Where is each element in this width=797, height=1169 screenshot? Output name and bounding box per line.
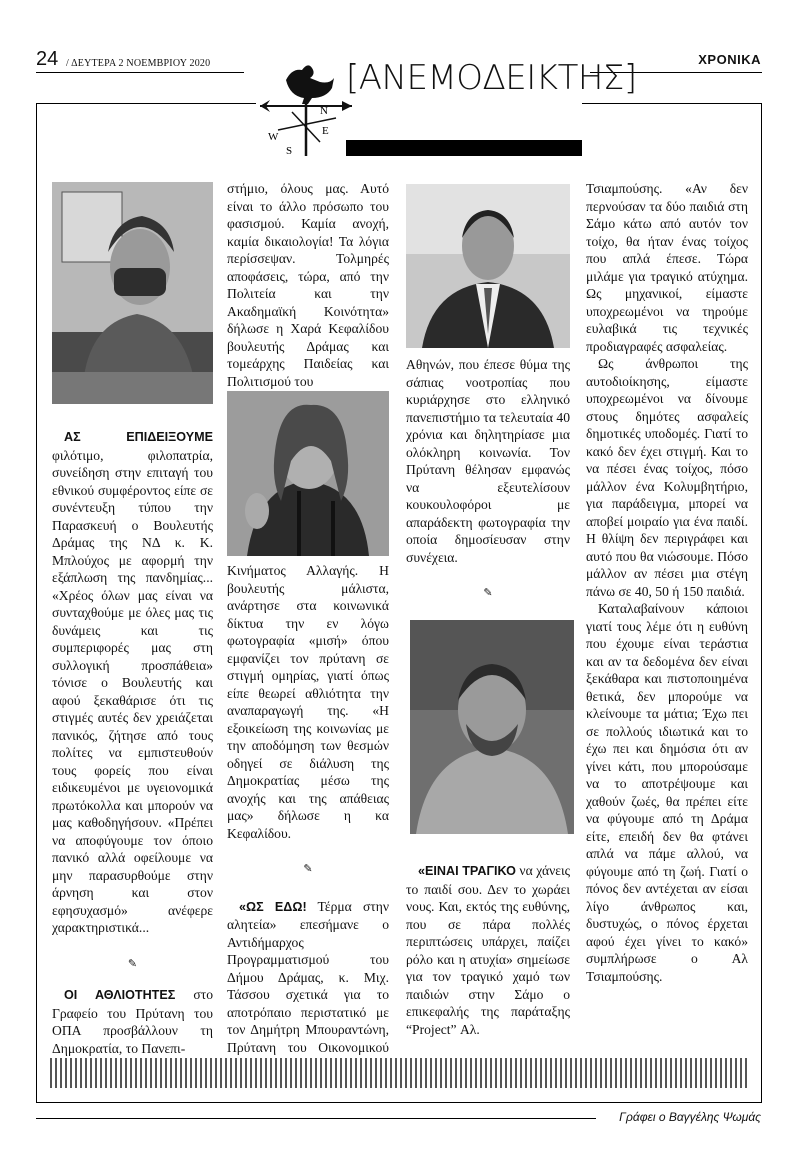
frame-top-rule-right <box>582 103 762 104</box>
separator-icon: ✎ <box>127 956 138 970</box>
separator-icon: ✎ <box>303 862 313 875</box>
photo-mp-mask <box>52 182 213 404</box>
byline: Γράφει ο Βαγγέλης Ψωμάς <box>619 1110 761 1124</box>
issue-date: / ΔΕΥΤΕΡΑ 2 ΝΟΕΜΒΡΙΟΥ 2020 <box>66 58 211 69</box>
col4-paragraph-1: Τσιαμπούσης. «Αν δεν περνούσαν τα δύο παιδιά στη Σάμο κάτω από αυτόν τον τοίχο, θα ήταν ένας τοίχος που απλά έπεσε. Τώρα μιλάμε για τραγικό ατύχημα. Ως μηχανικοί, είμαστε υποχρεωμένοι να τηρούμε ευλαβικά τις τεχνικές προδιαγραφές ασφαλείας. <box>586 181 748 354</box>
compass-e: E <box>322 125 329 137</box>
separator-icon: ✎ <box>483 586 493 599</box>
col2-paragraph-3: Τέρμα στην αλητεία» επεσήμανε ο Αντιδήμαρχος Προγραμματισμού του Δήμου Δράμας, κ. Μιχ. Τάσσου σχετικά για το αποτρόπαιο περιστατικό με τον Δημήτρη Μπουραντώνη, Πρύτανη του Οικονομικού <box>227 898 389 1055</box>
photo-mp-speaking <box>227 391 389 556</box>
column-2 <box>227 180 389 390</box>
col1-paragraph-1: φιλότιμο, φιλοπατρία, συνείδηση στην επιταγή του εθνικού συμφέροντος είπε σε συνέντευξη τύπου την Παρασκευή ο Βουλευτής Δράμας της ΝΔ κ. Κ. Μπλούχος με αφορμή την εξάπλωση της πανδημίας... «Χρέος όλων μας είναι να συνταχθούμε με όλες μας τις δυνάμεις και τις συμπεριφορές μας στη συλλογική προσπάθεια» τόνισε ο Βουλευτής και αφού ξεκαθάρισε ότι τις στιγμές αυτές δεν χρειάζεται πανικός, ζήτησε από τους πολίτες να εμπιστευθούν τους φορείς που είναι ειδικευμένοι με υγειονομικά πρωτόκολλα και μπορούν να μας καθοδηγήσουν. «Πρέπει να αποφύγουμε τον όποιο πανικό αλλά οφείλουμε να μην παρασυρθούμε στην άρνηση και στον εφησυχασμό» ανέφερε χαρακτηριστικά... <box>52 447 213 935</box>
compass-n: N <box>320 105 328 117</box>
col4-paragraph-3: Καταλαβαίνουν κάποιοι γιατί τους λέμε ότι η ευθύνη που έχουμε είναι τεράστια και αν τα δεδομένα δεν είναι ξεκάθαρα και πιστοποιημένα θετικά, δεν μπορούμε να κλείνουμε τα μάτια; Έχω πει σε πολλούς ιδιωτικά και το έχω πει και δημόσια ότι αν γίνει κάτι, που μπορούσαμε να το αποτρέψουμε και χαθούν ζωές, θα πρέπει είτε να φύγουμε από τη Δράμα είτε, επειδή δεν θα φτάνει απλά να πάμε αλλού, να φύγουμε από τη ζωή. Γιατί ο πόνος δεν αντέχεται αν είσαι λίγο άνθρωπος και, δυστυχώς, ο πόνος έρχεται αφού έχει γίνει το κακό» συμπλήρωσε ο Αλ Τσιαμπούσης. <box>586 601 748 984</box>
col2-paragraph-2: Κινήματος Αλλαγής. Η βουλευτής μάλιστα, ανάρτησε στα κοινωνικά δίκτυα την εν λόγω φωτογραφία «μισή» όπου εμφανίζει τον πρύτανη σε στιγμή ομηρίας, γιατί όπως είπε θεωρεί αθλιότητα την αναπαραγωγή της. «Η εξοικείωση της κοινωνίας με την αποδόμηση των θεσμών οδηγεί σε διάλυση της Δημοκρατίας μέσω της ανοχής και της απάθειας μας» δήλωσε η κα Κεφαλίδου. <box>227 563 389 841</box>
compass-s: S <box>286 145 293 157</box>
frame-top-rule-left <box>36 103 256 104</box>
column-title: [ΑΝΕΜΟΔΕΙΚΤΗΣ] <box>346 58 637 98</box>
compass-w: W <box>268 131 279 143</box>
page-number: 24 <box>36 48 59 70</box>
photo-project-leader <box>410 620 574 834</box>
byline-rule <box>36 1118 596 1119</box>
lead-as-epideixoume: ΑΣ ΕΠΙΔΕΙΞΟΥΜΕ <box>64 430 213 444</box>
column-3 <box>406 356 570 616</box>
lead-oi-athliotites: ΟΙ ΑΘΛΙΟΤΗΤΕΣ <box>64 988 176 1002</box>
column-3-lower <box>406 862 570 1038</box>
section-title: ΧΡΟΝΙΚΑ <box>698 52 761 67</box>
column-2-lower <box>227 562 389 1074</box>
lead-os-edo: «ΩΣ ΕΔΩ! <box>239 899 307 914</box>
lead-einai-tragiko: «ΕΙΝΑΙ ΤΡΑΓΙΚΟ <box>418 864 516 878</box>
col3-paragraph-2: να χάνεις το παιδί σου. Δεν το χωράει νους. Και, εκτός της ευθύνης, που σε πάρα πολλές περιπτώσεις υπάρχει, παίζει ρόλο και η ατυχία» σημείωσε για τον τραγικό χαμό των παιδιών στην Σάμο ο επικεφαλής της παράταξης “Project” Αλ. <box>406 863 570 1037</box>
column-4 <box>586 180 748 985</box>
barcode-strip <box>50 1058 750 1088</box>
col4-paragraph-2: Ως άνθρωποι της αυτοδιοίκησης, είμαστε υποχρεωμένοι να δίνουμε στους δημότες ασφαλείς δημοτικές υποδομές. Γιατί το κακό δεν έχει στιγμή. Και το να πέσει ένας τοίχος, πόσο μάλλον ένα Κολυμβητήριο, για παράδειγμα, μπορεί να αποβεί μοιραίο για ένα παιδί. Η θλίψη δεν περιγράφει και αυτό που θα νιώσουμε. Πόσο μάλλον αν πέσει μια στέγη πάνω σε 40, 50 ή 150 παιδιά. <box>586 356 748 599</box>
col1-paragraph-2: στο Γραφείο του Πρύτανη του ΟΠΑ προσβάλλουν τη Δημοκρατία, το Πανεπι- <box>52 987 213 1056</box>
col2-paragraph-1: στήμιο, όλους μας. Αυτό είναι το άλλο πρόσωπο του φασισμού. Καμία ανοχή, καμία δικαιολογία! Τα λόγια περίσσεψαν. Τολμηρές αποφάσεις, τώρα, από την Πολιτεία και την Ακαδημαϊκή Κοινότητα» δήλωσε η Χαρά Κεφαλίδου βουλευτής Δράμας και τομεάρχης Παιδείας και Πολιτισμού του <box>227 181 389 389</box>
col3-paragraph-1: Αθηνών, που έπεσε θύμα της σάπιας νοοτροπίας που κυριάρχησε στο ελληνικό πανεπιστήμιο τα τελευταία 40 χρόνια και δηλητηρίασε μια ολόκληρη κοινωνία. Τον Πρύτανη θέλησαν εμφανώς να εξευτελίσουν κουκουλοφόροι με απαράδεκτη φωτογραφία την οποία δημοσίευσαν στην συνέχεια. <box>406 357 570 565</box>
photo-councillor-suit <box>406 184 570 348</box>
header-rule-left <box>36 72 244 73</box>
column-1 <box>52 428 213 1057</box>
